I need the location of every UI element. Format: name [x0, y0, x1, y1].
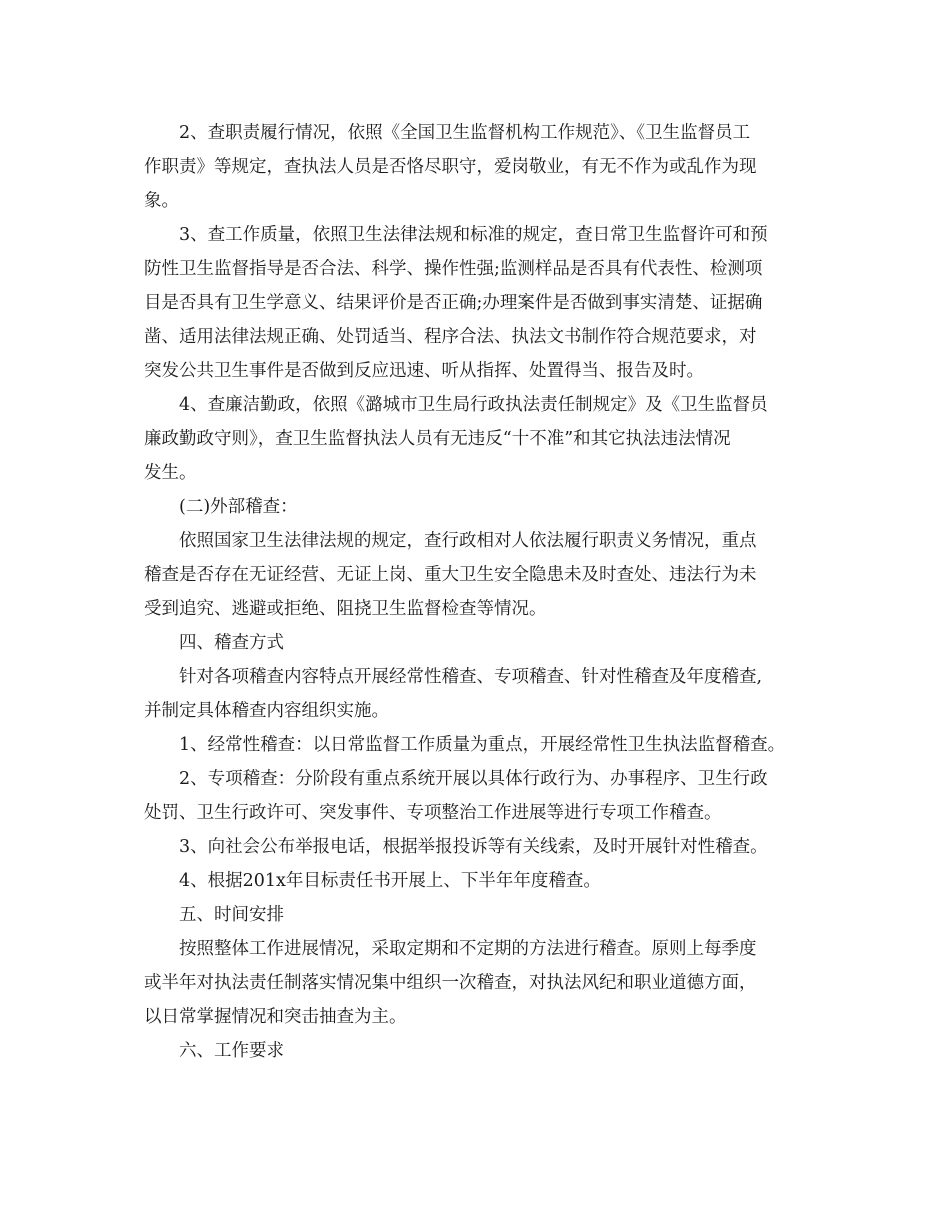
- text-line: 发生。: [144, 463, 197, 483]
- section-heading-audit-methods: [144, 626, 814, 660]
- text-line: 受到追究、逃避或拒绝、阻挠卫生监督检查等情况。: [144, 599, 547, 619]
- text-line: 针对各项稽查内容特点开展经常性稽查、专项稽查、针对性稽查及年度稽查,: [179, 667, 763, 687]
- text-line: 4、查廉洁勤政，依照《潞城市卫生局行政执法责任制规定》及《卫生监督员: [179, 395, 768, 415]
- text-line: (二)外部稽查：: [179, 497, 298, 517]
- text-line: 1、经常性稽查：以日常监督工作质量为重点，开展经常性卫生执法监督稽查。: [179, 735, 786, 755]
- text-line: 六、工作要求: [179, 1041, 284, 1061]
- text-line: 2、专项稽查：分阶段有重点系统开展以具体行政行为、办事程序、卫生行政: [179, 769, 768, 789]
- section-heading-schedule: [144, 898, 814, 932]
- list-item-hotline-audit: [144, 830, 814, 864]
- paragraph-integrity-check: [144, 388, 814, 490]
- text-line: 2、查职责履行情况，依照《全国卫生监督机构工作规范》、《卫生监督员工: [179, 123, 751, 143]
- text-line: 稽查是否存在无证经营、无证上岗、重大卫生安全隐患未及时查处、违法行为未: [144, 565, 757, 585]
- list-item-routine-audit: [144, 728, 814, 762]
- text-line: 凿、适用法律法规正确、处罚适当、程序合法、执法文书制作符合规范要求，对: [144, 327, 757, 347]
- text-line: 依照国家卫生法律法规的规定，查行政相对人依法履行职责义务情况，重点: [179, 531, 757, 551]
- paragraph-schedule: [144, 932, 814, 1034]
- text-line: 4、根据201x年目标责任书开展上、下半年年度稽查。: [179, 871, 601, 891]
- list-item-special-audit: [144, 762, 814, 830]
- text-line: 象。: [144, 191, 179, 211]
- paragraph-external-audit: [144, 524, 814, 626]
- paragraph-duty-check: [144, 116, 814, 218]
- text-line: 五、时间安排: [179, 905, 284, 925]
- paragraph-audit-methods: [144, 660, 814, 728]
- paragraph-quality-check: [144, 218, 814, 388]
- text-line: 按照整体工作进展情况，采取定期和不定期的方法进行稽查。原则上每季度: [179, 939, 757, 959]
- text-line: 廉政勤政守则》，查卫生监督执法人员有无违反“十不准”和其它执法违法情况: [144, 429, 731, 449]
- text-line: 四、稽查方式: [179, 633, 284, 653]
- subheading-external-audit: [144, 490, 814, 524]
- text-line: 防性卫生监督指导是否合法、科学、操作性强;监测样品是否具有代表性、检测项: [144, 259, 763, 279]
- text-line: 作职责》等规定，查执法人员是否恪尽职守，爱岗敬业，有无不作为或乱作为现: [144, 157, 757, 177]
- text-line: 3、查工作质量，依照卫生法律法规和标准的规定，查日常卫生监督许可和预: [179, 225, 768, 245]
- text-line: 以日常掌握情况和突击抽查为主。: [144, 1007, 407, 1027]
- document-body: [144, 116, 814, 1068]
- text-line: 处罚、卫生行政许可、突发事件、专项整治工作进展等进行专项工作稽查。: [144, 803, 722, 823]
- text-line: 突发公共卫生事件是否做到反应迅速、听从指挥、处置得当、报告及时。: [144, 361, 704, 381]
- text-line: 3、向社会公布举报电话，根据举报投诉等有关线索，及时开展针对性稽查。: [179, 837, 768, 857]
- list-item-annual-audit: [144, 864, 814, 898]
- text-line: 并制定具体稽查内容组织实施。: [144, 701, 389, 721]
- text-line: 目是否具有卫生学意义、结果评价是否正确;办理案件是否做到事实清楚、证据确: [144, 293, 763, 313]
- section-heading-work-requirements: [144, 1034, 814, 1068]
- text-line: 或半年对执法责任制落实情况集中组织一次稽查，对执法风纪和职业道德方面，: [144, 973, 757, 993]
